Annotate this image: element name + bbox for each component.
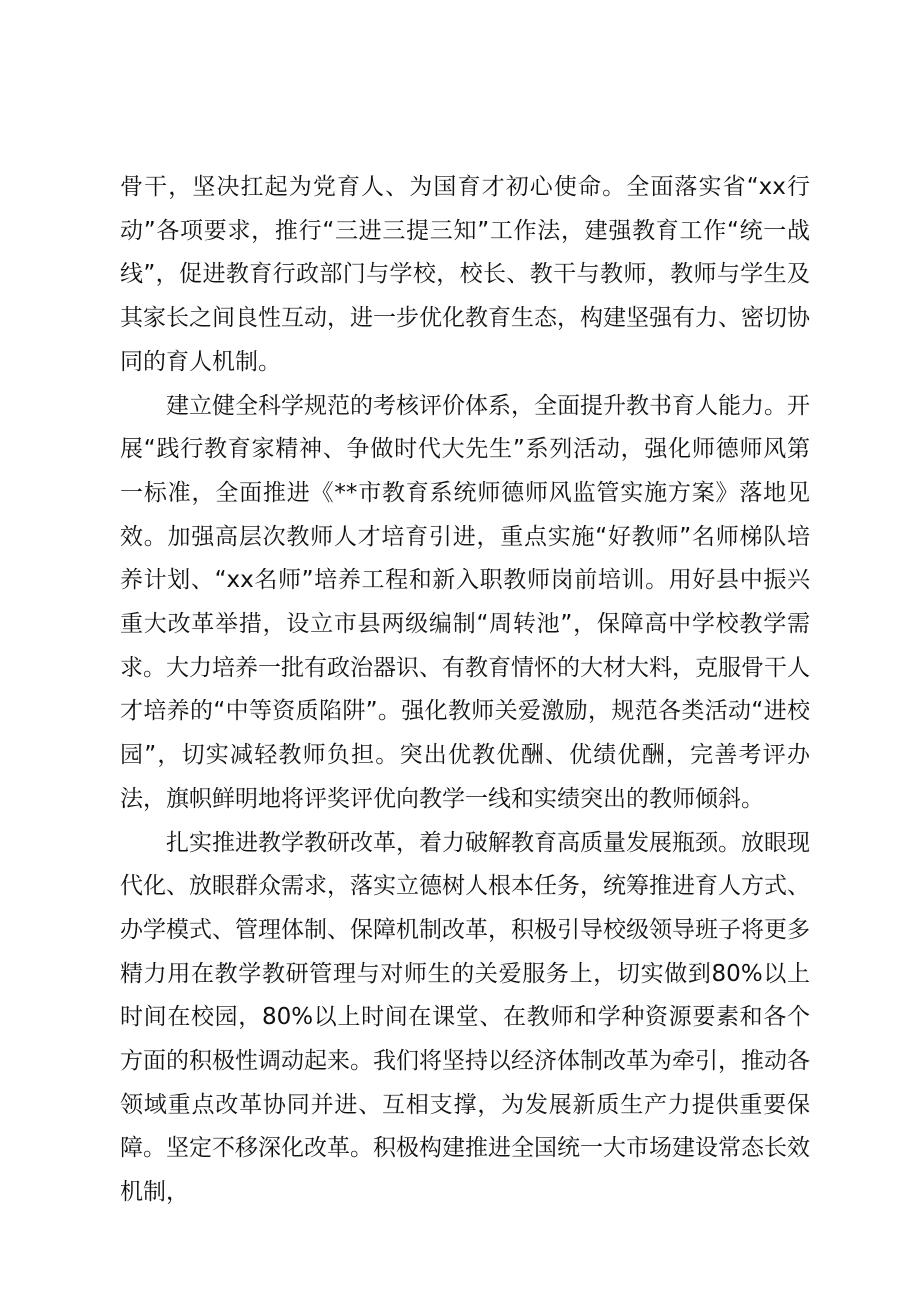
paragraph: 骨干，坚决扛起为党育人、为国育才初心使命。全面落实省“xx行动”各项要求，推行“三进三提三知”工作法，建强教育工作“统一战线”，促进教育行政部门与学校，校长、教干与教师，教师与学生及其家长之间良性互动，进一步优化教育生态，构建坚强有力、密切协同的育人机制。: [120, 174, 810, 375]
paragraph: 建立健全科学规范的考核评价体系，全面提升教书育人能力。开展“践行教育家精神、争做时代大先生”系列活动，强化师德师风第一标准，全面推进《**市教育系统师德师风监管实施方案》落地见效。加强高层次教师人才培育引进，重点实施“好教师”名师梯队培养计划、“xx名师”培养工程和新入职教师岗前培训。用好县中振兴重大改革举措，设立市县两级编制“周转池”，保障高中学校教学需求。大力培养一批有政治器识、有教育情怀的大材大料，克服骨干人才培养的“中等资质陷阱”。强化教师关爱激励，规范各类活动“进校园”，切实减轻教师负担。突出优教优酬、优绩优酬，完善考评办法，旗帜鲜明地将评奖评优向教学一线和实绩突出的教师倾斜。: [120, 392, 810, 812]
document-body: [120, 166, 810, 1215]
paragraph: 扎实推进教学教研改革，着力破解教育高质量发展瓶颈。放眼现代化、放眼群众需求，落实立德树人根本任务，统筹推进育人方式、办学模式、管理体制、保障机制改革，积极引导校级领导班子将更多精力用在教学教研管理与对师生的关爱服务上，切实做到80%以上时间在校园，80%以上时间在课堂、在教师和学种资源要素和各个方面的积极性调动起来。我们将坚持以经济体制改革为牵引，推动各领域重点改革协同并进、互相支撑，为发展新质生产力提供重要保障。坚定不移深化改革。积极构建推进全国统一大市场建设常态长效机制，: [120, 829, 810, 1206]
